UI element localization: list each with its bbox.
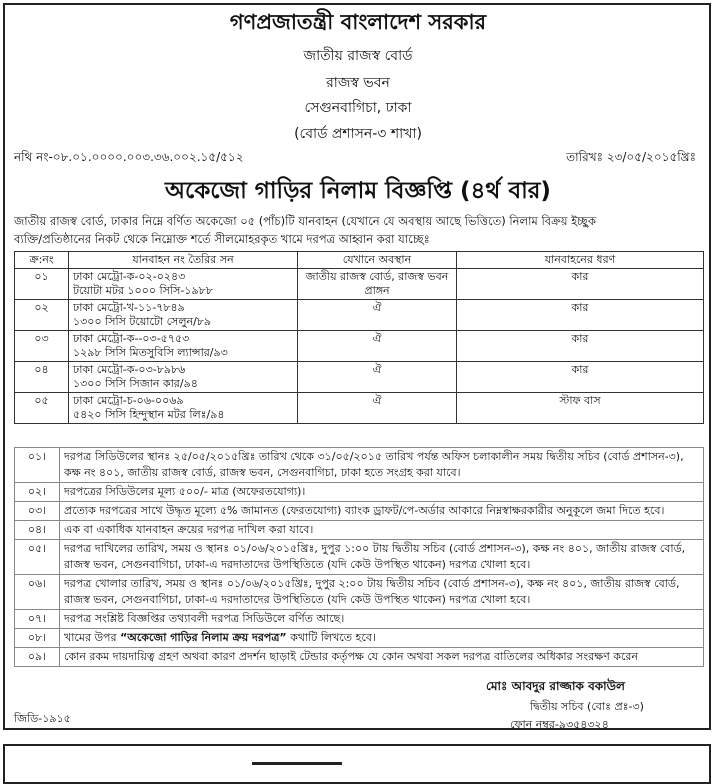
condition-text: দরপত্র দাখিলের তারিখ, সময় ও স্থানঃ ০১/০৬/২০১৫খ্রিঃ, দুপুর ১:০০ টায় দ্বিতীয় সচিব (বোর্ড প্রশাসন-৩), কক্ষ নং ৪০১, জাতীয় রাজস্ব বোর্ড, রাজস্ব ভবন, সেগুনবাগিচা, ঢাকা-এ দরদাতাদের উপস্থিতিতে (যদি কেউ উপস্থিত থাকেন) দরপত্র খোলা হবে। <box>60 540 704 575</box>
header-serial: ক্র:নং <box>15 252 69 269</box>
condition-text: প্রত্যেক দরপত্রের সাথে উদ্ধৃত মূল্যে ৫% জামানত (ফেরতযোগ্য) ব্যাংক ড্রাফট/পে-অর্ডার আকারে নিম্নস্বাক্ষরকারীর অনুকূলে জমা দিতে হবে। <box>60 502 704 521</box>
condition-item <box>15 448 704 483</box>
next-notice-heading-fragment <box>252 762 342 775</box>
vehicle-model: ১৩০০ সিসি টয়োটো সেলুন/৮৯ <box>73 315 212 328</box>
memo-number: নথি নং-০৮.০১.০০০০.০০৩.৩৬.০০২.১৫/৫১২ <box>14 150 244 164</box>
vehicle-number: ঢাকা মেট্রো-চ-০৬-০০৬৯ <box>73 394 184 407</box>
branch-name: (বোর্ড প্রশাসন-৩ শাখা) <box>294 126 422 142</box>
condition-item <box>15 502 704 521</box>
condition-number: ০৭। <box>15 610 60 629</box>
vehicle-model: ৫৪২০ সিসি হিন্দুস্থান মটর লিঃ/৯৪ <box>73 408 225 421</box>
row-location: ঐ <box>298 362 457 393</box>
signatory-phone: ফোন নম্বর-৯৩৫৪৩২৪ <box>510 718 609 731</box>
row-serial: ০৩ <box>15 331 69 362</box>
table-row <box>15 331 704 362</box>
row-vehicle <box>69 331 298 362</box>
row-vehicle <box>69 269 298 300</box>
board-name: জাতীয় রাজস্ব বোর্ড <box>303 48 413 64</box>
notice-title: অকেজো গাড়ির নিলাম বিজ্ঞপ্তি (৪র্থ বার) <box>165 178 551 204</box>
notice-date: তারিখঃ ২৩/০৫/২০১৫খ্রিঃ <box>566 150 696 164</box>
condition-number: ০৩। <box>15 502 60 521</box>
condition-item <box>15 648 704 667</box>
condition-item <box>15 629 704 648</box>
conditions-list <box>14 447 704 667</box>
row-type: কার <box>457 331 704 362</box>
signatory-designation: দ্বিতীয় সচিব (বোঃ প্রঃ-৩) <box>530 700 644 713</box>
row-serial: ০৪ <box>15 362 69 393</box>
header-type: যানবাহনের ধরণ <box>457 252 704 269</box>
row-type: কার <box>457 300 704 331</box>
condition-item <box>15 575 704 610</box>
condition-number: ০৬। <box>15 575 60 610</box>
condition-number: ০১। <box>15 448 60 483</box>
row-type: কার <box>457 362 704 393</box>
row-vehicle <box>69 393 298 424</box>
location-name: সেগুনবাগিচা, ঢাকা <box>304 100 412 116</box>
condition-text: কোন রকম দায়দায়িত্ব গ্রহণ অথবা কারণ প্রদর্শন ছাড়াই টেন্ডার কর্তৃপক্ষ যে কোন অথবা সকল দরপত্র বাতিলের অধিকার সংরক্ষণ করেন <box>60 648 704 667</box>
vehicle-model: ১২৯৮ সিসি মিতসুবিসি ল্যান্সার/৯৩ <box>73 346 228 359</box>
row-location: ঐ <box>298 300 457 331</box>
row-vehicle <box>69 300 298 331</box>
table-row <box>15 269 704 300</box>
condition-item <box>15 540 704 575</box>
government-title: গণপ্রজাতন্ত্রী বাংলাদেশ সরকার <box>229 10 487 34</box>
vehicle-number: ঢাকা মেট্রো-ক-০৩-৮৯৮৬ <box>73 363 186 376</box>
row-location: জাতীয় রাজস্ব বোর্ড, রাজস্ব ভবন প্রাঙ্গন <box>298 269 457 300</box>
table-row <box>15 393 704 424</box>
row-location: ঐ <box>298 393 457 424</box>
condition-text: দরপত্র সিডিউলের স্থানঃ ২৫/০৫/২০১৫খ্রিঃ তারিখ থেকে ৩১/০৫/২০১৫ তারিখ পর্যন্ত অফিস চলাকালীন সময় দ্বিতীয় সচিব (বোর্ড প্রশাসন-৩), কক্ষ নং ৪০১, জাতীয় রাজস্ব বোর্ড, রাজস্ব ভবন, সেগুনবাগিচা, ঢাকা হতে সংগ্রহ করা যাবে। <box>60 448 704 483</box>
condition-item <box>15 483 704 502</box>
condition-text: এক বা একাধিক যানবাহন ক্রয়ের দরপত্র দাখিল করা যাবে। <box>60 521 704 540</box>
row-type: স্টাফ বাস <box>457 393 704 424</box>
condition-text-bold: “অকেজো গাড়ির নিলাম ক্রয় দরপত্র” <box>120 631 287 644</box>
condition-text: দরপত্র খোলার তারিখ, সময় ও স্থানঃ ০১/০৬/২০১৫খ্রিঃ, দুপুর ২:০০ টায় দ্বিতীয় সচিব (বোর্ড প্রশাসন-৩), কক্ষ নং ৪০১, জাতীয় রাজস্ব বোর্ড, রাজস্ব ভবন, সেগুনবাগিচা, ঢাকা-এ দরদাতাদের উপস্থিতিতে (যদি কেউ উপস্থিত থাকেন) দরপত্র খোলা হবে। <box>60 575 704 610</box>
header-location: যেখানে অবস্থান <box>298 252 457 269</box>
condition-text: দরপত্র সংশ্লিষ্ট বিজ্ঞপ্তির তথ্যাবলী দরপত্র সিডিউলে বর্ণিত আছে। <box>60 610 704 629</box>
next-notice-frame <box>3 744 711 784</box>
row-location: ঐ <box>298 331 457 362</box>
condition-text-before: খামের উপর <box>64 631 121 644</box>
condition-text-after: কথাটি লিখতে হবে। <box>286 631 376 644</box>
condition-number: ০৯। <box>15 648 60 667</box>
condition-number: ০২। <box>15 483 60 502</box>
table-row <box>15 300 704 331</box>
vehicle-number: ঢাকা মেট্রো-খ-১১-৭৮৪৯ <box>73 301 185 314</box>
intro-line-2: ব্যক্তি/প্রতিষ্ঠানের নিকট থেকে নিম্নোক্ত শর্তে সীলমোহরকৃত খামে দরপত্র আহ্বান করা যাচ্ছেঃ <box>14 232 430 246</box>
vehicle-model: ১৩০০ সিসি সিজান কার/৯৪ <box>73 377 198 390</box>
condition-number: ০৮। <box>15 629 60 648</box>
condition-text <box>60 629 704 648</box>
row-type: কার <box>457 269 704 300</box>
row-serial: ০২ <box>15 300 69 331</box>
vehicle-number: ঢাকা মেট্রো-ক--০৩-৫৭৫৩ <box>73 332 190 345</box>
table-row <box>15 362 704 393</box>
condition-number: ০৫। <box>15 540 60 575</box>
gd-number: জিডি-১৯১৫ <box>14 712 71 725</box>
table-header-row <box>15 252 704 269</box>
vehicle-number: ঢাকা মেট্রো-ক-০২-০২৪৩ <box>73 270 186 283</box>
condition-number: ০৪। <box>15 521 60 540</box>
condition-text: দরপত্রের সিডিউলের মূল্য ৫০০/- মাত্র (অফেরতযোগ্য)। <box>60 483 704 502</box>
row-serial: ০৫ <box>15 393 69 424</box>
building-name: রাজস্ব ভবন <box>326 75 390 91</box>
vehicle-table <box>14 251 704 424</box>
intro-line-1: জাতীয় রাজস্ব বোর্ড, ঢাকার নিম্নে বর্ণিত অকেজো ০৫ (পাঁচ)টি যানবাহন (যেখানে যে অবস্থায় আছে ভিত্তিতে) নিলাম বিক্রয় ইচ্ছুক <box>14 214 597 228</box>
row-vehicle <box>69 362 298 393</box>
signatory-name: মোঃ আবদুর রাজ্জাক বকাউল <box>486 679 625 693</box>
header-vehicle: যানবাহন নং তৈরির সন <box>69 252 298 269</box>
condition-item <box>15 610 704 629</box>
row-serial: ০১ <box>15 269 69 300</box>
vehicle-model: টয়োটা মটর ১০০০ সিসি-১৯৮৮ <box>73 284 213 297</box>
condition-item <box>15 521 704 540</box>
